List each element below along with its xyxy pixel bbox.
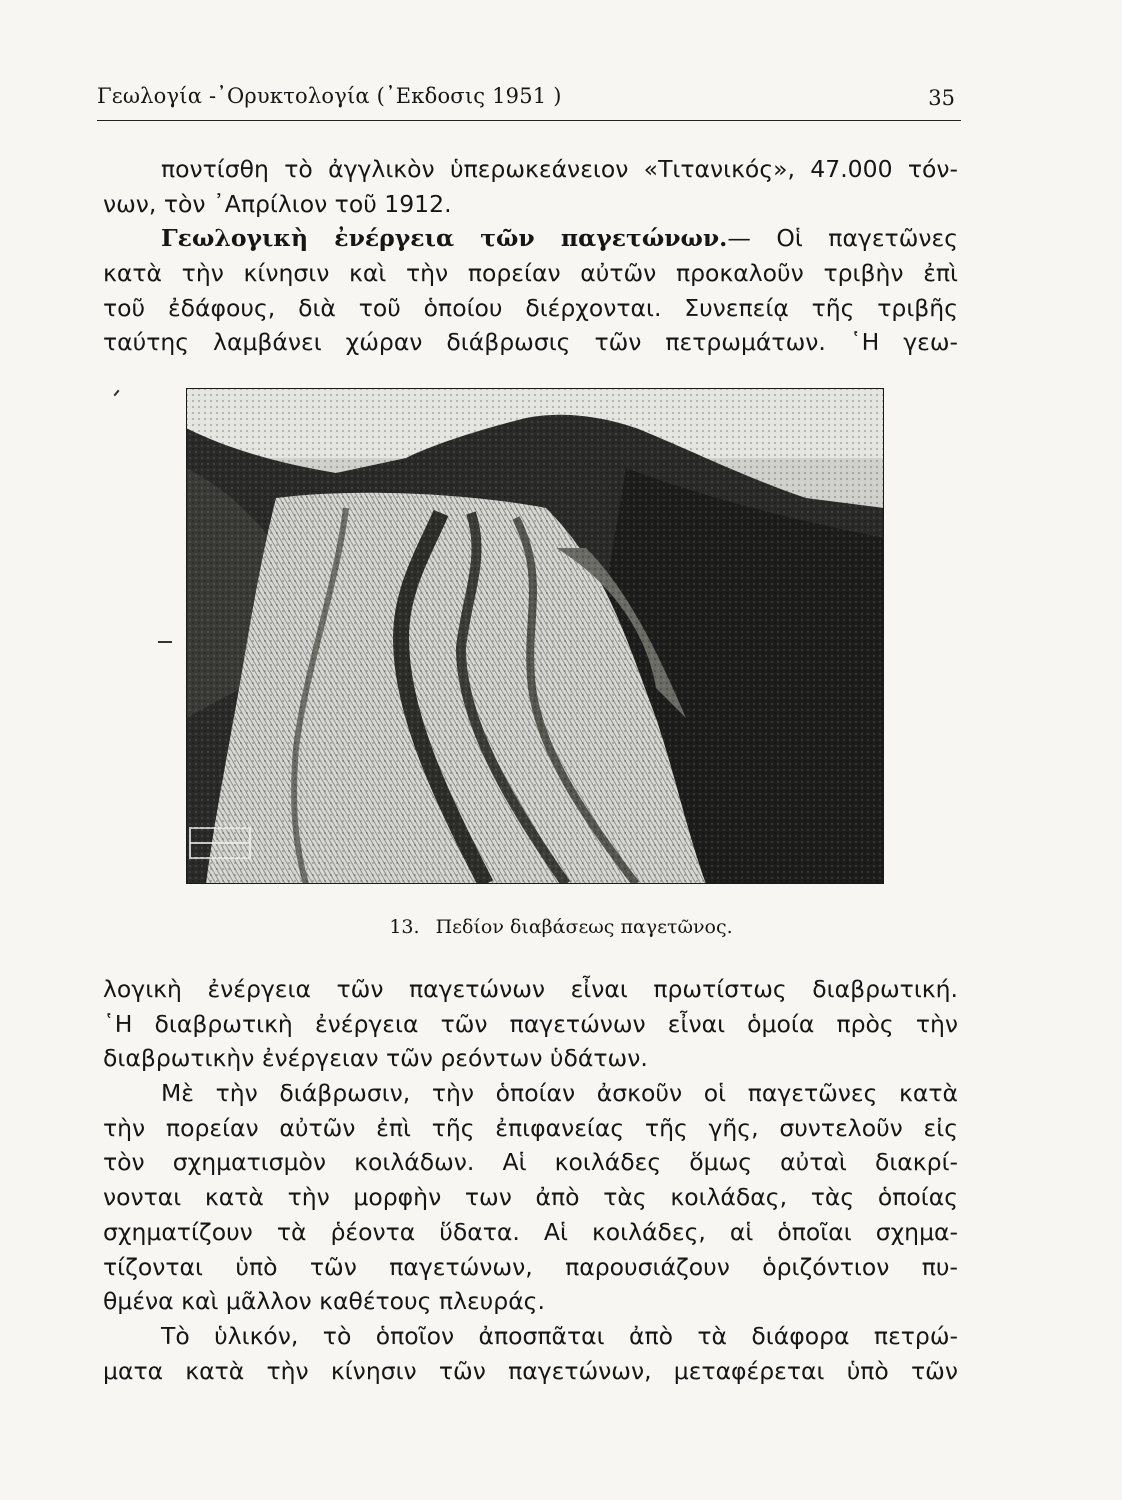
text-line: τὸν σχηματισμὸν κοιλάδων. Αἱ κοιλάδες ὅμως αὐταὶ διακρί- bbox=[103, 1148, 958, 1177]
text-line: τοῦ ἐδάφους, διὰ τοῦ ὁποίου διέρχονται. Συνεπείᾳ τῆς τριβῆς bbox=[103, 293, 958, 322]
figure-caption bbox=[0, 916, 1122, 938]
figure-number: 13. bbox=[389, 916, 420, 938]
figure-caption-text: Πεδίον διαβάσεως παγετῶνος. bbox=[435, 916, 733, 938]
text-block-bottom bbox=[103, 972, 958, 1388]
text-line: κατὰ τὴν κίνησιν καὶ τὴν πορείαν αὐτῶν προκαλοῦν τριβὴν ἐπὶ bbox=[103, 259, 958, 288]
text-line: λογικὴ ἐνέργεια τῶν παγετώνων εἶναι πρωτίστως διαβρωτική. bbox=[103, 975, 958, 1003]
glacier-photograph bbox=[186, 388, 884, 884]
text-line: θμένα καὶ μᾶλλον καθέτους πλευράς. bbox=[103, 1287, 545, 1316]
header-rule bbox=[97, 120, 961, 121]
text-line: διαβρωτικὴν ἐνέργειαν τῶν ρεόντων ὑδάτων. bbox=[103, 1044, 648, 1073]
text-line: ταύτης λαμβάνει χώραν διάβρωσις τῶν πετρωμάτων. ῾Η γεω- bbox=[103, 328, 958, 357]
section-heading: Γεωλογικὴ ἐνέργεια τῶν παγετώνων. bbox=[161, 224, 728, 253]
section-heading-line bbox=[103, 221, 958, 256]
text-line: — Οἱ παγετῶνες bbox=[727, 224, 958, 253]
page-number: 35 bbox=[928, 86, 955, 110]
ink-mark bbox=[158, 641, 172, 643]
text-block-top bbox=[103, 152, 958, 360]
text-line: ματα κατὰ τὴν κίνησιν τῶν παγετώνων, μεταφέρεται ὑπὸ τῶν bbox=[103, 1356, 958, 1385]
text-line: Τὸ ὑλικόν, τὸ ὁποῖον ἀποσπᾶται ἀπὸ τὰ διάφορα πετρώ- bbox=[161, 1321, 958, 1350]
text-line: ῾Η διαβρωτικὴ ἐνέργεια τῶν παγετώνων εἶναι ὁμοία πρὸς τὴν bbox=[103, 1009, 958, 1038]
running-header bbox=[97, 80, 961, 110]
text-line: σχηματίζουν τὰ ῥέοντα ὕδατα. Αἱ κοιλάδες, αἱ ὁποῖαι σχημα- bbox=[103, 1217, 958, 1246]
ink-mark bbox=[113, 390, 119, 397]
text-line: Μὲ τὴν διάβρωσιν, τὴν ὁποίαν ἀσκοῦν οἱ παγετῶνες κατὰ bbox=[161, 1079, 958, 1108]
text-line: νονται κατὰ τὴν μορφὴν των ἀπὸ τὰς κοιλάδας, τὰς ὁποίας bbox=[103, 1183, 958, 1212]
text-line: τὴν πορείαν αὐτῶν ἐπὶ τῆς ἐπιφανείας τῆς γῆς, συντελοῦν εἰς bbox=[103, 1113, 958, 1142]
text-line: ποντίσθη τὸ ἀγγλικὸν ὑπερωκεάνειον «Τιτανικός», 47.000 τόν- bbox=[161, 155, 958, 183]
halftone-grain bbox=[186, 388, 884, 884]
running-title: Γεωλογία -᾿Ορυκτολογία (᾿Εκδοσις 1951 ) bbox=[97, 84, 562, 108]
text-line: νων, τὸν ᾿Απρίλιον τοῦ 1912. bbox=[103, 189, 452, 218]
text-line: τίζονται ὑπὸ τῶν παγετώνων, παρουσιάζουν ὁριζόντιον πυ- bbox=[103, 1252, 958, 1281]
